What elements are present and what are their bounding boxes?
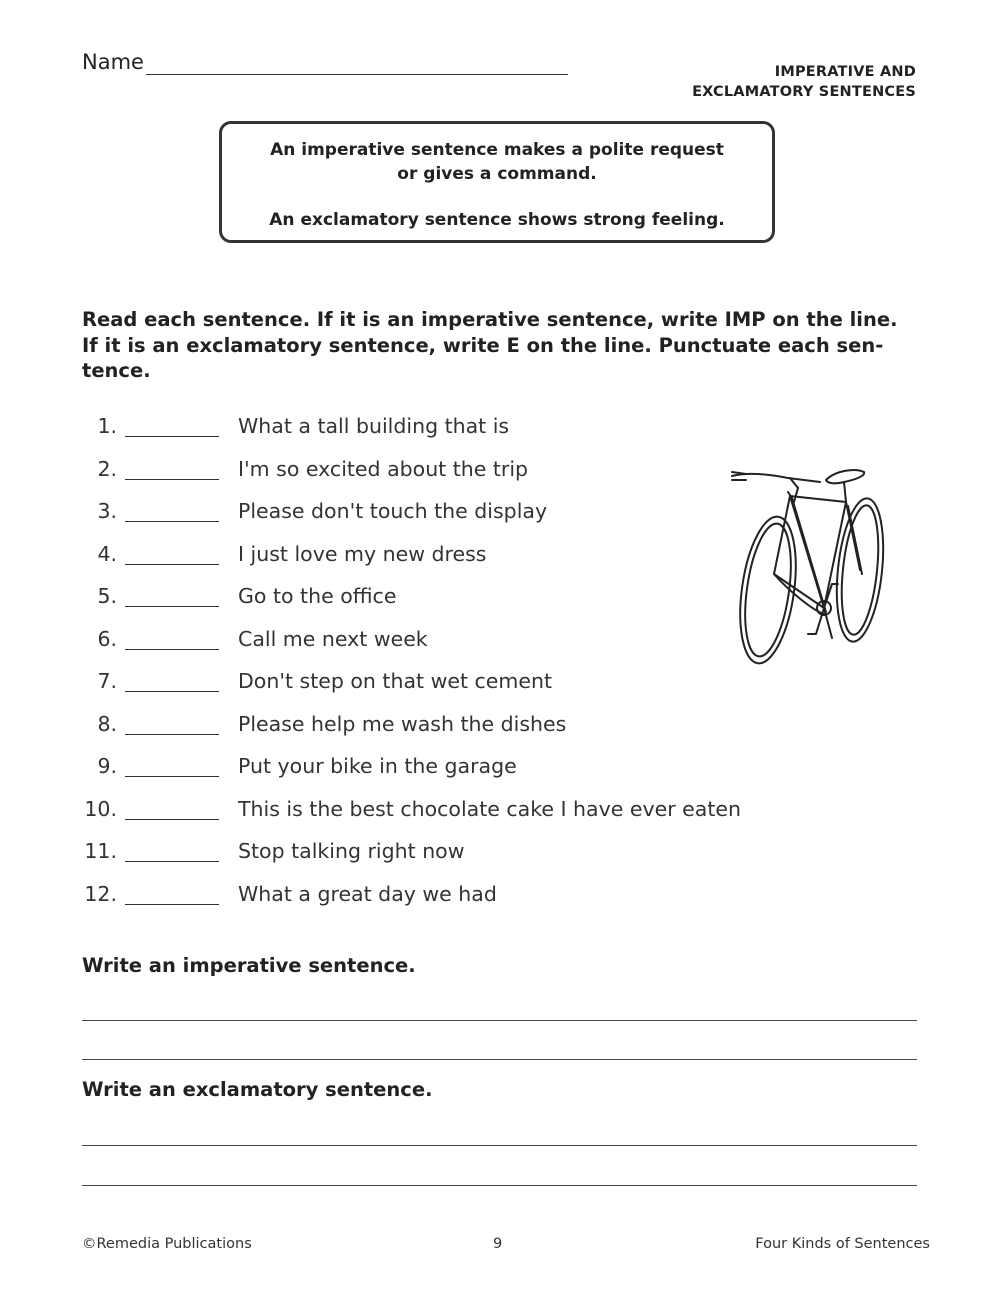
- exclamatory-answer-line-2[interactable]: [82, 1185, 917, 1186]
- answer-blank[interactable]: [125, 649, 219, 650]
- exercise-sentence: What a tall building that is: [238, 414, 510, 438]
- exercise-sentence: Don't step on that wet cement: [238, 669, 552, 693]
- answer-blank[interactable]: [125, 819, 219, 820]
- exercise-item: [0, 839, 800, 869]
- answer-blank[interactable]: [125, 904, 219, 905]
- exercise-number: 11.: [84, 839, 117, 863]
- imperative-answer-line-2[interactable]: [82, 1059, 917, 1060]
- answer-blank[interactable]: [125, 606, 219, 607]
- exercise-sentence: Stop talking right now: [238, 839, 465, 863]
- exercise-item: [0, 669, 800, 699]
- imperative-definition: [222, 138, 772, 186]
- imperative-definition-line-2: or gives a command.: [397, 164, 597, 184]
- exercise-item: [0, 882, 800, 912]
- topic-line-1: IMPERATIVE AND: [774, 64, 916, 80]
- name-write-line[interactable]: [146, 74, 568, 75]
- answer-blank[interactable]: [125, 564, 219, 565]
- exercise-number: 3.: [97, 499, 117, 523]
- exclamatory-prompt: Write an exclamatory sentence.: [82, 1078, 433, 1101]
- exclamatory-answer-line-1[interactable]: [82, 1145, 917, 1146]
- exercise-sentence: I'm so excited about the trip: [238, 456, 529, 481]
- exercise-sentence: What a great day we had: [238, 881, 497, 906]
- bicycle-icon: [728, 462, 898, 667]
- name-label: Name: [82, 50, 144, 74]
- page-number: 9: [493, 1236, 503, 1252]
- exercise-sentence: Put your bike in the garage: [238, 754, 517, 778]
- topic-line-2: EXCLAMATORY SENTENCES: [692, 84, 916, 100]
- exercise-item: [0, 414, 800, 444]
- exercise-number: 5.: [97, 584, 117, 608]
- publisher-credit: ©Remedia Publications: [82, 1236, 252, 1252]
- exercise-number: 4.: [97, 541, 117, 566]
- exercise-number: 6.: [97, 626, 117, 651]
- exercise-item: [0, 797, 800, 827]
- answer-blank[interactable]: [125, 691, 219, 692]
- imperative-answer-line-1[interactable]: [82, 1020, 917, 1021]
- exercise-sentence: Please help me wash the dishes: [238, 711, 567, 736]
- exercise-number: 10.: [84, 796, 117, 821]
- exercise-number: 1.: [97, 414, 117, 438]
- exercise-sentence: Go to the office: [238, 584, 397, 608]
- exclamatory-definition: An exclamatory sentence shows strong feeling.: [269, 210, 725, 230]
- exercise-sentence: I just love my new dress: [238, 541, 487, 566]
- answer-blank[interactable]: [125, 734, 219, 735]
- exercise-item: [0, 499, 800, 529]
- exercise-sentence: This is the best chocolate cake I have ever eaten: [238, 796, 741, 821]
- answer-blank[interactable]: [125, 436, 219, 437]
- book-title: Four Kinds of Sentences: [755, 1236, 930, 1252]
- exercise-item: [0, 542, 800, 572]
- exercise-sentence: Call me next week: [238, 626, 428, 651]
- exercise-item: [0, 754, 800, 784]
- exercise-number: 9.: [97, 754, 117, 778]
- exercise-number: 7.: [97, 669, 117, 693]
- answer-blank[interactable]: [125, 521, 219, 522]
- definition-box: [219, 121, 775, 243]
- exercise-item: [0, 584, 800, 614]
- answer-blank[interactable]: [125, 776, 219, 777]
- answer-blank[interactable]: [125, 861, 219, 862]
- imperative-prompt: Write an imperative sentence.: [82, 954, 416, 977]
- imperative-definition-line-1: An imperative sentence makes a polite request: [270, 140, 724, 160]
- topic-heading: [692, 62, 916, 102]
- exercise-item: [0, 457, 800, 487]
- exercise-sentence: Please don't touch the display: [238, 499, 548, 523]
- exercise-item: [0, 627, 800, 657]
- instructions: Read each sentence. If it is an imperative sentence, write IMP on the line. If it is an exclamatory sentence, write E on the line. Punctuate each sen-tence.: [82, 308, 898, 382]
- exercise-item: [0, 712, 800, 742]
- answer-blank[interactable]: [125, 479, 219, 480]
- exercise-number: 12.: [84, 881, 117, 906]
- exercise-number: 2.: [97, 456, 117, 481]
- exercise-number: 8.: [97, 711, 117, 736]
